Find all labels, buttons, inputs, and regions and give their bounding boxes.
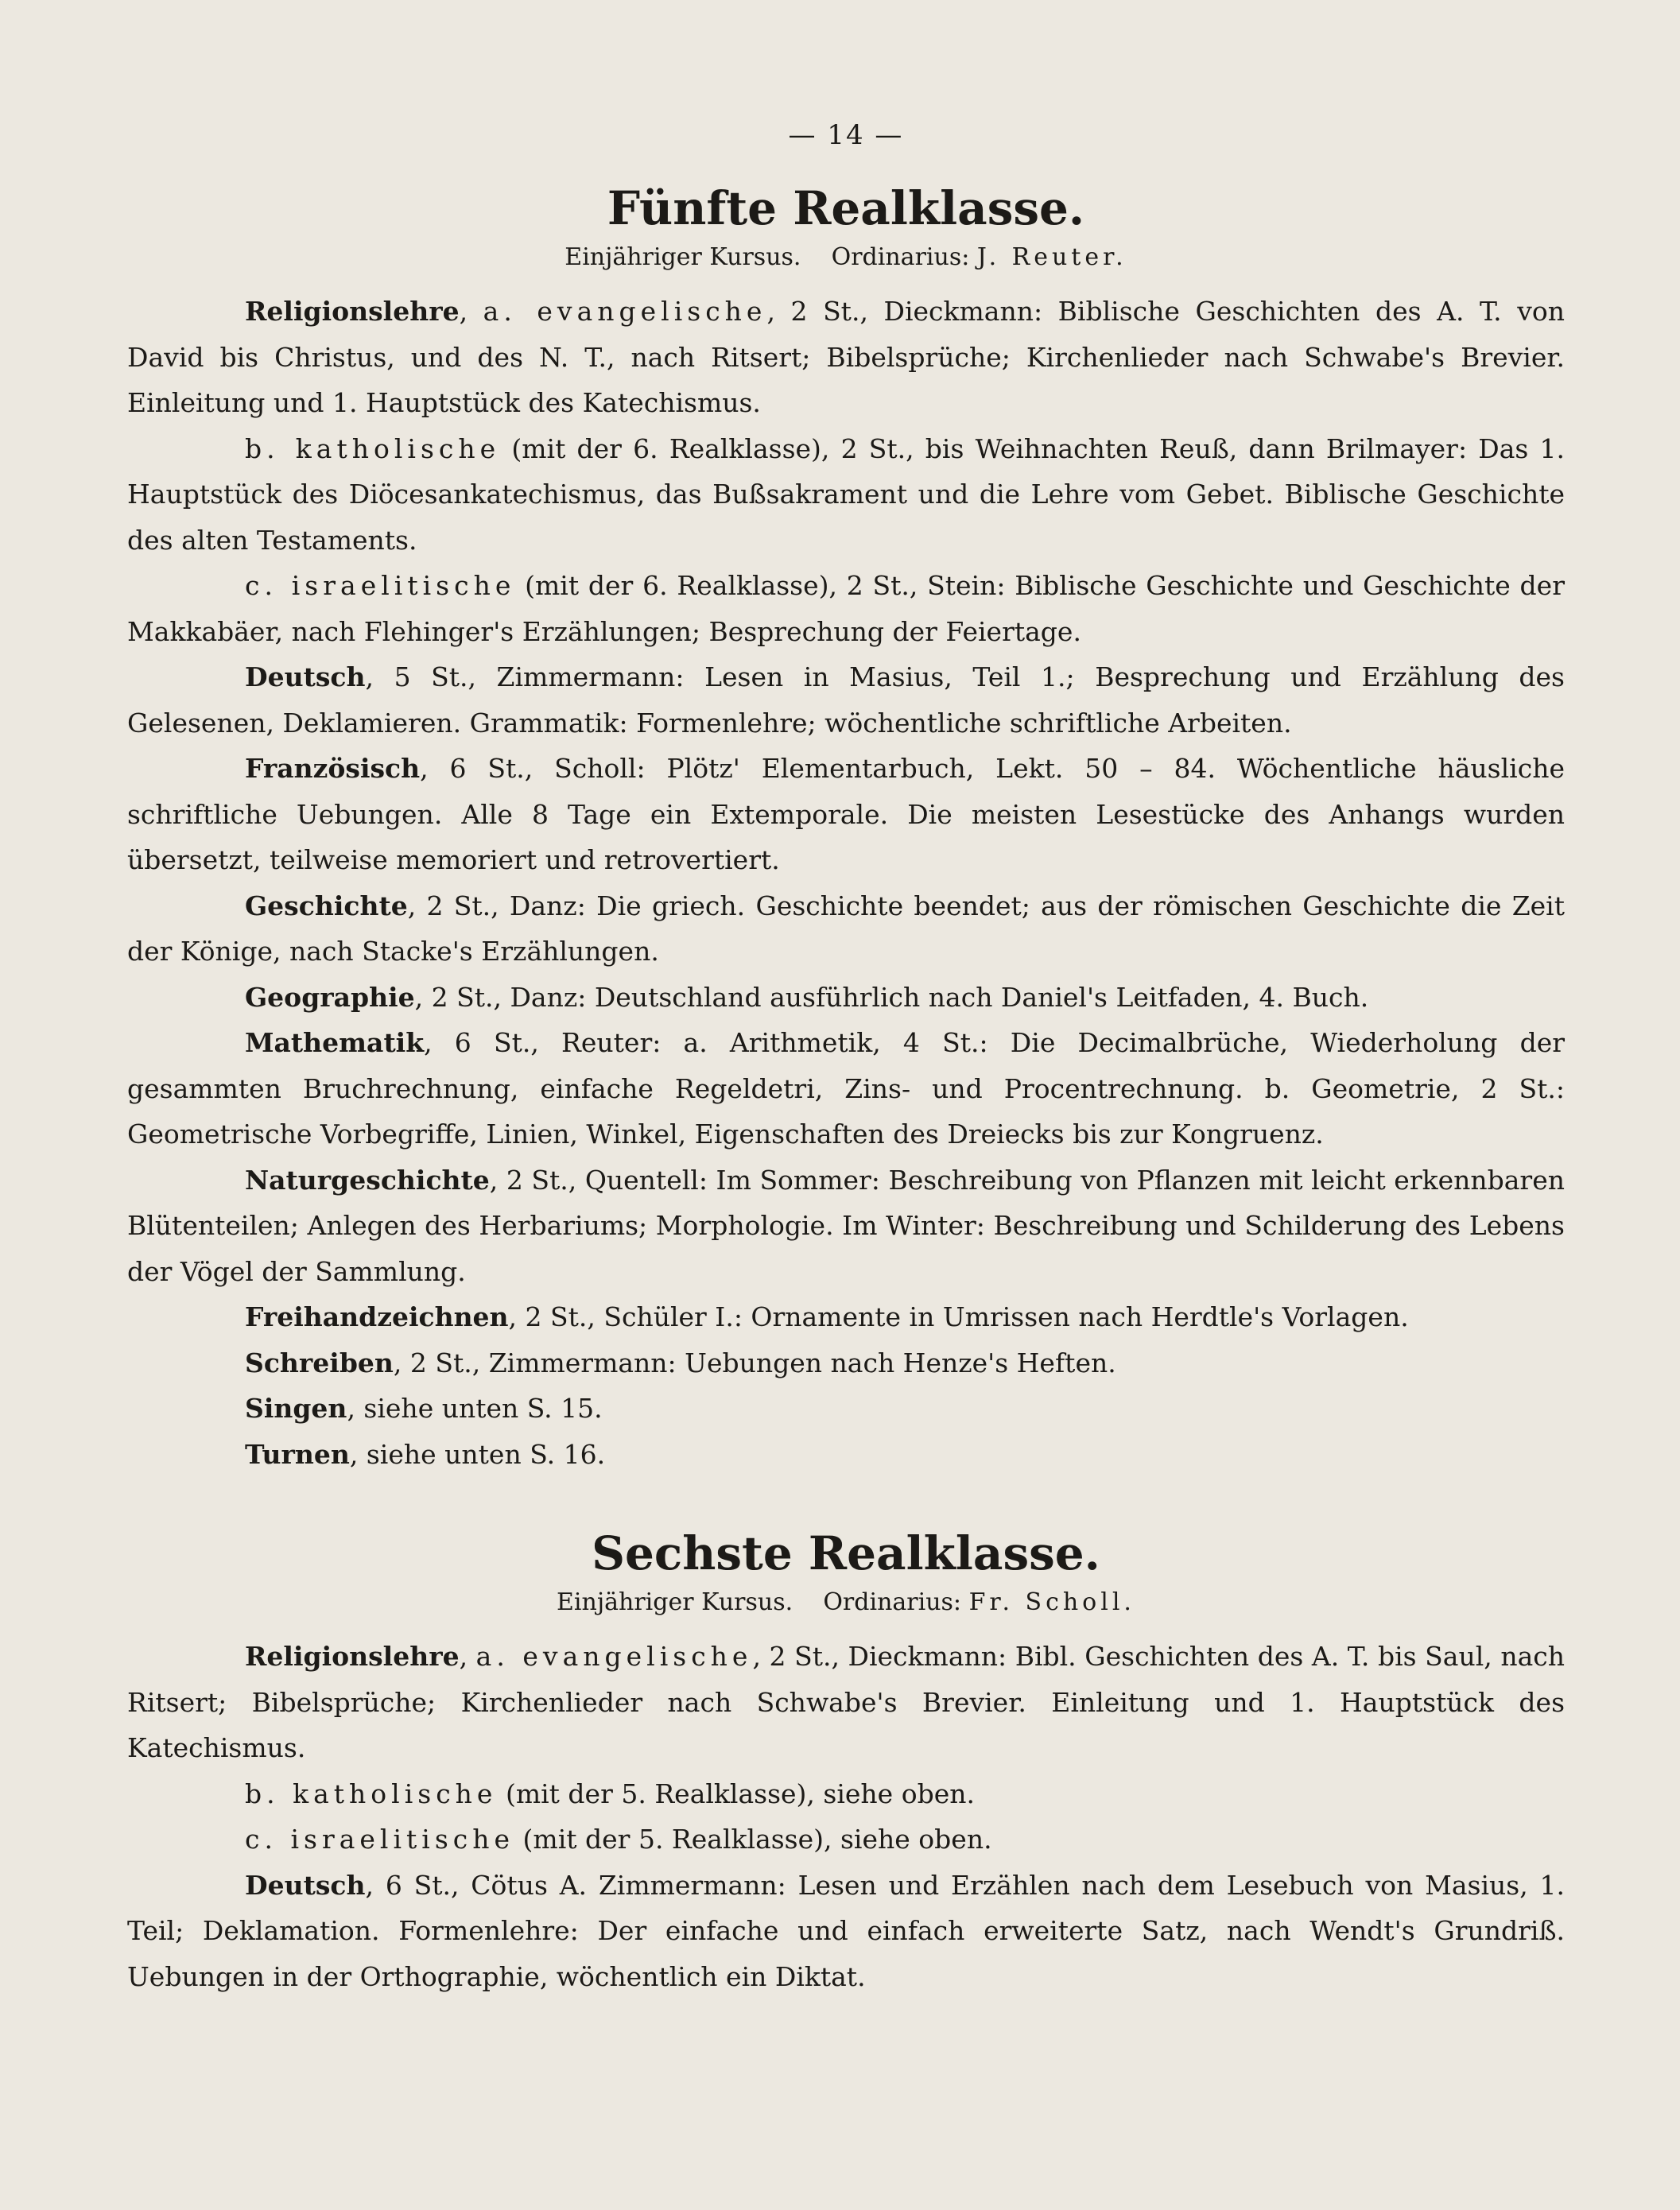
paragraph-text: , 6 St., Reuter: a. Arithmetik, 4 St.: Die Decimalbrüche, Wiederholung der gesammten Bruchrechnung, einfache Regeldetri, Zins- und Procentrechnung. b. Geometrie, 2 St.: Geometrische Vorbegriffe, Linien, Winkel, Eigenschaften des Dreiecks bis zur Kongruenz. bbox=[127, 1027, 1565, 1150]
denomination: b. katholische bbox=[245, 1778, 498, 1809]
section-title: Fünfte Realklasse. bbox=[607, 181, 1085, 235]
subject-heading: Geschichte bbox=[245, 890, 408, 921]
paragraph-text: , 2 St., Danz: Die griech. Geschichte beendet; aus der römischen Geschichte die Zeit der Könige, nach Stacke's Erzählungen. bbox=[127, 890, 1565, 967]
course-line bbox=[127, 243, 1565, 271]
paragraph-schreiben bbox=[127, 1340, 1565, 1386]
subject-heading: Religionslehre bbox=[245, 296, 460, 327]
subject-heading: Französisch bbox=[245, 753, 421, 784]
paragraph-katholisch bbox=[127, 1771, 1565, 1817]
subject-heading: Deutsch bbox=[245, 1869, 366, 1901]
section-gap bbox=[127, 1477, 1565, 1526]
paragraph-text: , 5 St., Zimmermann: Lesen in Masius, Teil 1.; Besprechung und Erzählung des Gelesenen, Deklamieren. Grammatik: Formenlehre; wöchentliche schriftliche Arbeiten. bbox=[127, 661, 1565, 739]
paragraph-franzoesisch bbox=[127, 746, 1565, 883]
subject-heading: Mathematik bbox=[245, 1027, 425, 1058]
subject-heading: Turnen bbox=[245, 1438, 350, 1470]
section-sechste-realklasse bbox=[127, 1526, 1565, 1999]
course-label: Einjähriger Kursus. bbox=[565, 243, 801, 271]
section-title: Sechste Realklasse. bbox=[592, 1526, 1100, 1580]
paragraph-geschichte bbox=[127, 883, 1565, 975]
paragraph-text: (mit der 5. Realklasse), siehe oben. bbox=[514, 1824, 992, 1855]
paragraph-text: , 6 St., Scholl: Plötz' Elementarbuch, Lekt. 50 – 84. Wöchentliche häusliche schriftliche Uebungen. Alle 8 Tage ein Extemporale. Die meisten Lesestücke des Anhangs wurden übersetzt, teilweise memoriert und retrovertiert. bbox=[127, 753, 1565, 875]
paragraph-text: (mit der 5. Realklasse), siehe oben. bbox=[497, 1778, 975, 1809]
subject-heading: Deutsch bbox=[245, 661, 366, 692]
paragraph-text: , siehe unten S. 16. bbox=[349, 1438, 606, 1470]
paragraph-deutsch bbox=[127, 654, 1565, 746]
paragraph-naturgeschichte bbox=[127, 1157, 1565, 1295]
paragraph-text: (mit der 6. Realklasse), 2 St., bis Weihnachten Reuß, dann Brilmayer: Das 1. Hauptstück des Diöcesankatechismus, das Bußsakrament und die Lehre vom Gebet. Biblische Geschichte des alten Testaments. bbox=[127, 432, 1565, 556]
denomination: c. israelitische bbox=[245, 570, 516, 601]
ordinarius-name: Fr. Scholl. bbox=[968, 1588, 1135, 1616]
paragraph-text: (mit der 6. Realklasse), 2 St., Stein: Biblische Geschichte und Geschichte der Makkabäer, nach Flehinger's Erzählungen; Besprechung der Feiertage. bbox=[127, 570, 1565, 647]
paragraph-text: , 2 St., Quentell: Im Sommer: Beschreibung von Pflanzen mit leicht erkennbaren Blütenteilen; Anlegen des Herbariums; Morphologie. Im Winter: Beschreibung und Schilderung des Lebens der Vögel der Sammlung. bbox=[127, 1164, 1565, 1287]
paragraph-religionslehre: Religionslehre, a. evangelische, 2 St., Dieckmann: Bibl. Geschichten des A. T. bis Saul, nach Ritsert; Bibelsprüche; Kirchenlieder nach Schwabe's Brevier. Einleitung und 1. Hauptstück des Katechismus. bbox=[127, 1641, 1565, 1763]
paragraph-religionslehre: Religionslehre, a. evangelische, 2 St., Dieckmann: Biblische Geschichten des A. T. von David bis Christus, und des N. T., nach Ritsert; Bibelsprüche; Kirchenlieder nach Schwabe's Brevier. Einleitung und 1. Hauptstück des Katechismus. bbox=[127, 296, 1565, 418]
subject-heading: Religionslehre bbox=[245, 1641, 460, 1672]
ordinarius-label: Ordinarius: bbox=[831, 243, 970, 271]
paragraph-geographie bbox=[127, 975, 1565, 1021]
subject-heading: Naturgeschichte bbox=[245, 1164, 490, 1196]
paragraph-text: , 2 St., Schüler I.: Ornamente in Umrissen nach Herdtle's Vorlagen. bbox=[508, 1301, 1409, 1332]
paragraph-text: , 2 St., Dieckmann: Bibl. Geschichten des A. T. bis Saul, nach Ritsert; Bibelsprüche; Kirchenlieder nach Schwabe's Brevier. Einleitung und 1. Hauptstück des Katechismus. bbox=[127, 1641, 1565, 1763]
paragraph-text: , siehe unten S. 15. bbox=[347, 1393, 603, 1424]
paragraph-text: , 2 St., Zimmermann: Uebungen nach Henze's Heften. bbox=[393, 1347, 1116, 1378]
paragraph-text: , 6 St., Cötus A. Zimmermann: Lesen und Erzählen nach dem Lesebuch von Masius, 1. Teil; Deklamation. Formenlehre: Der einfache und einfach erweiterte Satz, nach Wendt's Grundriß. Uebungen in der Orthographie, wöchentlich ein Diktat. bbox=[127, 1869, 1565, 1992]
paragraph-text: , 2 St., Dieckmann: Biblische Geschichten des A. T. von David bis Christus, und des N. T., nach Ritsert; Bibelsprüche; Kirchenlieder nach Schwabe's Brevier. Einleitung und 1. Hauptstück des Katechismus. bbox=[127, 296, 1565, 418]
course-label: Einjähriger Kursus. bbox=[557, 1588, 793, 1616]
paragraph-katholisch bbox=[127, 426, 1565, 564]
ordinarius-label: Ordinarius: bbox=[823, 1588, 962, 1616]
section-fuenfte-realklasse bbox=[127, 181, 1565, 1477]
subject-heading: Geographie bbox=[245, 981, 415, 1013]
denomination: b. katholische bbox=[245, 432, 501, 464]
paragraph-text: , 2 St., Danz: Deutschland ausführlich nach Daniel's Leitfaden, 4. Buch. bbox=[414, 981, 1369, 1013]
subject-heading: Schreiben bbox=[245, 1347, 394, 1378]
page-number: — 14 — bbox=[788, 119, 904, 151]
subject-heading: Singen bbox=[245, 1393, 347, 1424]
paragraph-israelitisch bbox=[127, 1816, 1565, 1863]
ordinarius-name: J. Reuter. bbox=[976, 243, 1127, 271]
subject-heading: Freihandzeichnen bbox=[245, 1301, 509, 1332]
paragraph-mathematik bbox=[127, 1020, 1565, 1157]
paragraph-israelitisch bbox=[127, 563, 1565, 654]
paragraph-turnen bbox=[127, 1432, 1565, 1478]
denomination: c. israelitische bbox=[245, 1824, 515, 1855]
paragraph-freihandzeichnen bbox=[127, 1294, 1565, 1340]
paragraph-singen bbox=[127, 1386, 1565, 1432]
paragraph-deutsch bbox=[127, 1863, 1565, 2000]
course-line bbox=[127, 1588, 1565, 1616]
denomination: a. evangelische bbox=[483, 296, 767, 327]
denomination: a. evangelische bbox=[475, 1641, 753, 1672]
